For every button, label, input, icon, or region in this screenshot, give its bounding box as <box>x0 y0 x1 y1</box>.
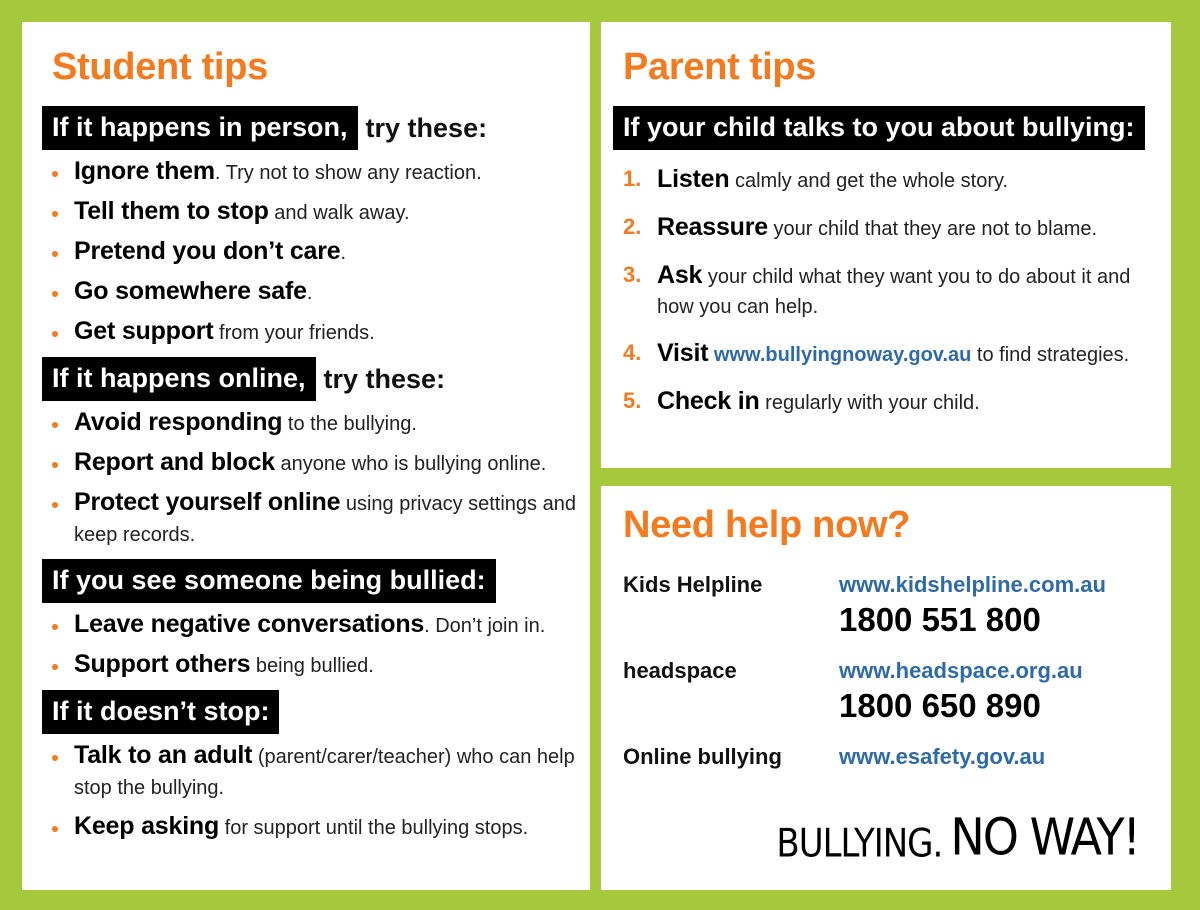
section-heading-black: If your child talks to you about bullying: <box>613 106 1145 150</box>
student-tips-title: Student tips <box>52 46 268 88</box>
step-text: your child what they want you to do about it and how you can help. <box>657 265 1131 318</box>
list-item <box>52 407 590 440</box>
tip-text: . Try not to show any reaction. <box>214 161 482 184</box>
tip-text: being bullied. <box>250 654 374 677</box>
tip-bold: Go somewhere safe <box>74 276 307 305</box>
table-row <box>623 686 1106 736</box>
tip-text: from your friends. <box>213 321 375 344</box>
tips-list-see-someone <box>52 609 590 682</box>
service-phone: 1800 551 800 <box>839 600 1041 638</box>
parent-tips-title: Parent tips <box>623 46 817 88</box>
step-bold: Ask <box>657 260 703 289</box>
step-number: 3. <box>623 261 642 287</box>
logo-big-text: NO WAY! <box>950 807 1139 867</box>
tips-list-in-person <box>52 156 590 349</box>
list-item <box>52 316 590 349</box>
section-heading-black: If it happens in person, <box>42 106 358 150</box>
step-number: 5. <box>623 387 642 413</box>
service-name: headspace <box>623 657 737 683</box>
section-heading-online <box>42 357 590 401</box>
step-text-after: to find strategies. <box>971 343 1130 366</box>
step-bold: Listen <box>657 164 730 193</box>
service-name: Online bullying <box>623 743 782 769</box>
service-url[interactable]: www.kidshelpline.com.au <box>839 571 1106 597</box>
tip-text: (parent/carer/teacher) who can help stop the bullying. <box>74 745 575 799</box>
step-text: calmly and get the whole story. <box>729 169 1009 192</box>
list-item <box>52 609 590 642</box>
section-heading-black: If you see someone being bullied: <box>42 559 496 603</box>
parent-steps-list <box>623 164 1171 418</box>
tip-bold: Tell them to stop <box>74 196 269 225</box>
tip-text: . <box>306 281 313 304</box>
section-heading-in-person <box>42 106 590 150</box>
list-item <box>52 649 590 682</box>
section-heading-doesnt-stop <box>42 690 590 734</box>
list-item <box>52 236 590 269</box>
bullyingnoway-link[interactable]: www.bullyingnoway.gov.au <box>713 343 972 366</box>
tip-bold: Get support <box>74 316 214 345</box>
list-item <box>52 276 590 309</box>
service-url[interactable]: www.esafety.gov.au <box>839 743 1046 769</box>
service-url[interactable]: www.headspace.org.au <box>839 657 1083 683</box>
list-item <box>623 386 1171 418</box>
tip-text: . Don’t join in. <box>424 614 546 637</box>
section-heading-plain: try these: <box>323 363 446 394</box>
tip-bold: Protect yourself online <box>74 487 341 516</box>
table-row <box>623 600 1106 650</box>
bullying-no-way-logo <box>776 807 1139 867</box>
list-item <box>52 740 590 804</box>
tip-text: . <box>340 241 347 264</box>
step-number: 1. <box>623 165 642 191</box>
list-item <box>52 447 590 480</box>
tip-text: using privacy settings and keep records. <box>74 492 576 546</box>
section-heading-black: If it happens online, <box>42 357 316 401</box>
section-heading-child-talks <box>613 106 1171 150</box>
step-bold: Reassure <box>657 212 768 241</box>
need-help-title: Need help now? <box>623 504 911 546</box>
service-phone: 1800 650 890 <box>839 686 1041 724</box>
list-item <box>623 260 1171 322</box>
list-item <box>52 487 590 551</box>
list-item <box>623 164 1171 196</box>
step-bold: Check in <box>657 386 760 415</box>
tip-text: to the bullying. <box>282 412 417 435</box>
tip-bold: Report and block <box>74 447 275 476</box>
tip-text: for support until the bullying stops. <box>219 816 529 839</box>
parent-tips-panel <box>601 22 1171 468</box>
tip-bold: Leave negative conversations <box>74 609 425 638</box>
list-item <box>52 196 590 229</box>
tip-bold: Keep asking <box>74 811 220 840</box>
section-heading-black: If it doesn’t stop: <box>42 690 279 734</box>
step-number: 2. <box>623 213 642 239</box>
section-heading-see-someone <box>42 559 590 603</box>
section-heading-plain: try these: <box>365 112 488 143</box>
list-item <box>623 212 1171 244</box>
tip-text: and walk away. <box>268 201 410 224</box>
service-name: Kids Helpline <box>623 571 763 597</box>
need-help-panel <box>601 486 1171 890</box>
step-text: your child that they are not to blame. <box>767 217 1098 240</box>
tip-bold: Talk to an adult <box>74 740 253 769</box>
logo-small-text: BULLYING. <box>776 821 943 867</box>
step-number: 4. <box>623 339 642 365</box>
list-item <box>52 811 590 844</box>
tip-bold: Avoid responding <box>74 407 283 436</box>
tip-text: anyone who is bullying online. <box>275 452 547 475</box>
tip-bold: Ignore them <box>74 156 215 185</box>
tip-bold: Support others <box>74 649 251 678</box>
helpline-table <box>623 564 1106 772</box>
list-item <box>623 338 1171 370</box>
table-row <box>623 736 1106 772</box>
tip-bold: Pretend you don’t care <box>74 236 341 265</box>
student-tips-panel <box>22 22 590 890</box>
step-bold: Visit <box>657 338 709 367</box>
table-row <box>623 650 1106 686</box>
table-row <box>623 564 1106 600</box>
list-item <box>52 156 590 189</box>
step-text: regularly with your child. <box>759 391 980 414</box>
tips-list-online <box>52 407 590 551</box>
tips-list-doesnt-stop <box>52 740 590 844</box>
